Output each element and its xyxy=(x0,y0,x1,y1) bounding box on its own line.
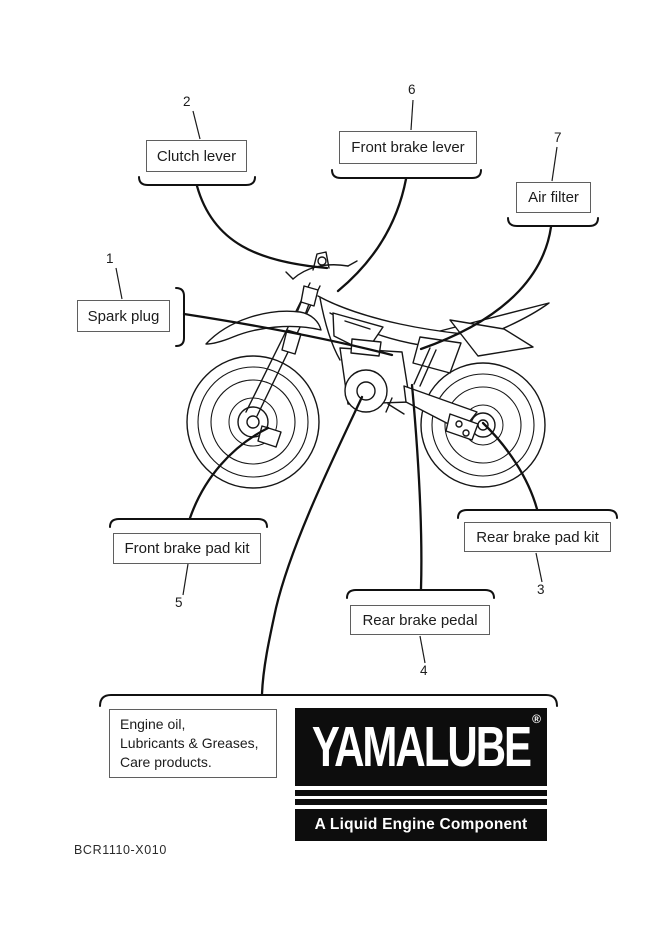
engine-oil-description-box xyxy=(109,709,277,778)
callout-box-rear-brake-pad-kit xyxy=(464,522,611,552)
callout-box-spark-plug xyxy=(77,300,170,332)
callout-number-front-brake-lever: 6 xyxy=(408,82,416,97)
callout-box-air-filter xyxy=(516,182,591,213)
yamalube-wordmark: YAMALUBE xyxy=(311,714,531,779)
leader-5 xyxy=(183,564,188,595)
callout-box-clutch-lever xyxy=(146,140,247,172)
brace-front-brake-pad-kit xyxy=(110,519,267,527)
callout-label-clutch-lever: Clutch lever xyxy=(156,147,237,165)
callout-label-front-brake-pad-kit: Front brake pad kit xyxy=(124,540,250,557)
callout-label-spark-plug: Spark plug xyxy=(87,307,160,325)
connector-clutch-lever xyxy=(197,186,327,268)
oil-line-1: Engine oil, xyxy=(120,716,186,732)
leader-7 xyxy=(552,147,557,181)
brace-air-filter xyxy=(508,218,598,226)
brace-spark-plug xyxy=(176,288,184,346)
yamalube-tagline: A Liquid Engine Component xyxy=(314,816,528,833)
yamalube-stripes xyxy=(295,786,547,809)
leader-2 xyxy=(193,111,200,139)
connector-front-brake-lever xyxy=(338,179,406,291)
yamalube-wordmark-box xyxy=(295,708,547,786)
callout-box-front-brake-lever xyxy=(339,131,477,164)
callout-number-spark-plug: 1 xyxy=(106,251,114,266)
brace-rear-brake-pedal xyxy=(347,590,494,598)
callout-box-front-brake-pad-kit xyxy=(113,533,261,564)
callout-label-front-brake-lever: Front brake lever xyxy=(351,139,465,156)
callout-number-rear-brake-pedal: 4 xyxy=(420,663,428,678)
leader-6 xyxy=(411,100,413,130)
yamalube-stripe-2 xyxy=(295,799,547,805)
connector-rear-brake-pedal xyxy=(412,385,421,589)
brace-rear-brake-pad-kit xyxy=(458,510,617,518)
callout-label-rear-brake-pedal: Rear brake pedal xyxy=(362,611,478,629)
brace-clutch-lever xyxy=(139,177,255,185)
callout-label-air-filter: Air filter xyxy=(528,189,579,206)
yamalube-logo xyxy=(295,708,547,841)
yamalube-tagline-box xyxy=(295,809,547,841)
leader-4 xyxy=(420,636,425,663)
callout-number-air-filter: 7 xyxy=(554,130,562,145)
leader-1 xyxy=(116,268,122,299)
registered-trademark-symbol: ® xyxy=(532,712,541,726)
leader-3 xyxy=(536,553,542,582)
callout-number-rear-brake-pad-kit: 3 xyxy=(537,582,545,597)
callout-label-rear-brake-pad-kit: Rear brake pad kit xyxy=(476,528,599,546)
callout-number-front-brake-pad-kit: 5 xyxy=(175,595,183,610)
oil-line-3: Care products. xyxy=(120,754,212,770)
brace-bottom-panel xyxy=(100,695,557,706)
callout-number-clutch-lever: 2 xyxy=(183,94,191,109)
brace-front-brake-lever xyxy=(332,170,481,178)
document-code: BCR1110-X010 xyxy=(74,843,167,857)
yamalube-stripe-1 xyxy=(295,790,547,796)
motorcycle-line-art xyxy=(187,252,549,488)
callout-box-rear-brake-pedal xyxy=(350,605,490,635)
oil-line-2: Lubricants & Greases, xyxy=(120,735,259,751)
